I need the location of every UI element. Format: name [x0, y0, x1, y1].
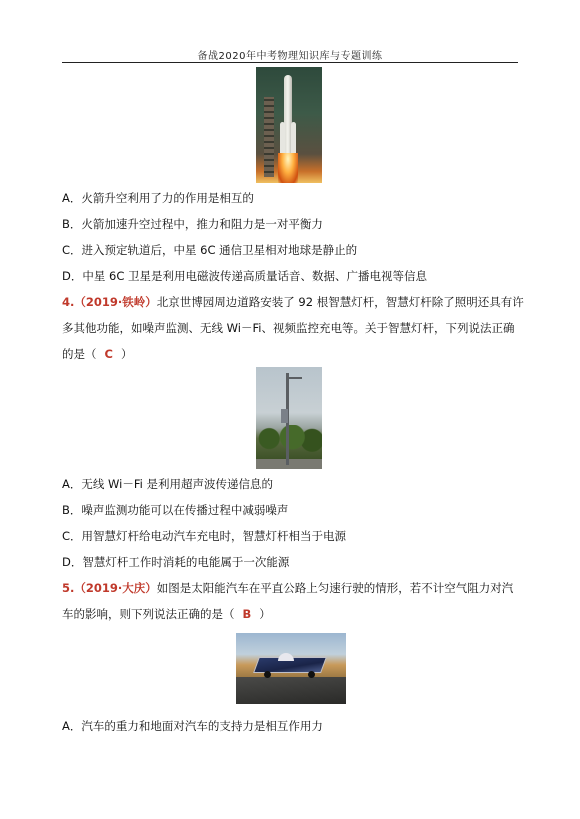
smart-lamp-post-photo [256, 367, 322, 469]
q4-stem-line-2: 多其他功能，如噪声监测、无线 Wi－Fi、视频监控充电等。关于智慧灯杆，下列说法正确 [62, 321, 515, 335]
q4-number: 4. [62, 295, 75, 309]
q4-stem-line-3 [62, 346, 132, 362]
solar-car-photo [236, 633, 346, 704]
q3-option-d: D．中星 6C 卫星是利用电磁波传递高质量话音、数据、广播电视等信息 [62, 269, 428, 283]
q4-stem-line-1 [62, 294, 524, 310]
q5-answer: B [242, 607, 252, 621]
page-header: 备战2020年中考物理知识库与专题训练 [197, 51, 383, 62]
q3-option-c: C．进入预定轨道后，中星 6C 通信卫星相对地球是静止的 [62, 243, 358, 257]
q5-number: 5. [62, 581, 75, 595]
q4-source: （2019·铁岭） [74, 295, 157, 309]
q5-stem-close: ） [259, 607, 271, 621]
q4-stem-close: ） [120, 347, 133, 361]
q4-option-d: D．智慧灯杆工作时消耗的电能属于一次能源 [62, 555, 290, 569]
q4-option-c: C．用智慧灯杆给电动汽车充电时，智慧灯杆相当于电源 [62, 529, 347, 543]
q5-stem-text-1: 如图是太阳能汽车在平直公路上匀速行驶的情形，若不计空气阻力对汽 [156, 581, 514, 595]
q4-answer: C [104, 347, 113, 361]
q5-stem-text-2: 车的影响，则下列说法正确的是（ [62, 607, 235, 621]
header-divider [62, 62, 518, 63]
q4-stem-text-1: 北京世博园周边道路安装了 92 根智慧灯杆，智慧灯杆除了照明还具有许 [156, 295, 524, 309]
q4-option-b: B．噪声监测功能可以在传播过程中减弱噪声 [62, 503, 289, 517]
q5-source: （2019·大庆） [74, 581, 157, 595]
q5-stem-line-2 [62, 606, 271, 622]
q5-stem-line-1 [62, 580, 513, 596]
q5-option-a: A．汽车的重力和地面对汽车的支持力是相互作用力 [62, 719, 323, 733]
q4-stem-text-3: 的是（ [62, 347, 97, 361]
q3-option-b: B．火箭加速升空过程中，推力和阻力是一对平衡力 [62, 217, 323, 231]
q4-option-a: A．无线 Wi－Fi 是利用超声波传递信息的 [62, 477, 273, 491]
rocket-launch-photo [256, 67, 322, 183]
q3-option-a: A．火箭升空利用了力的作用是相互的 [62, 191, 254, 205]
